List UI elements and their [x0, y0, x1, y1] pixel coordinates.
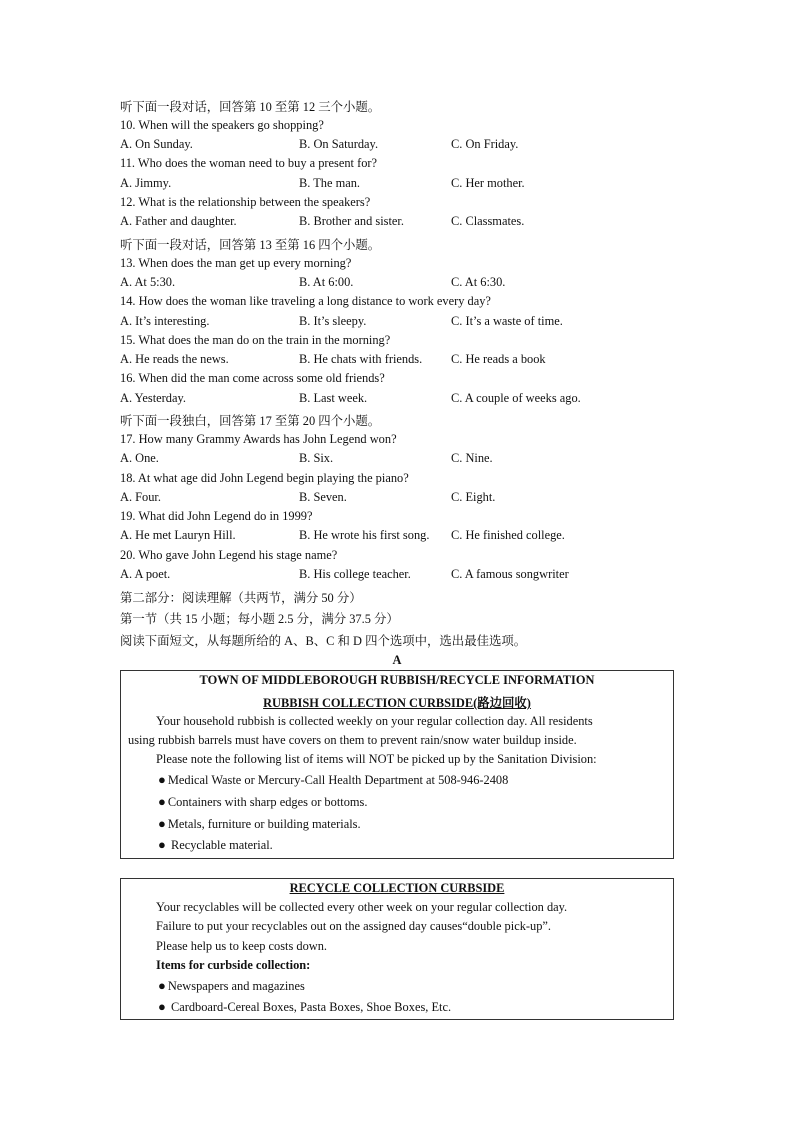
option-c: C. He reads a book [451, 352, 546, 366]
options-11 [120, 176, 680, 194]
option-a: A. He reads the news. [120, 352, 229, 366]
excluded-item-text: Recyclable material. [167, 838, 273, 852]
question-16: 16. When did the man come across some old friends? [120, 371, 385, 385]
collection-item-text: Newspapers and magazines [167, 979, 305, 993]
option-b: B. The man. [299, 176, 361, 190]
option-a: A. One. [120, 451, 159, 465]
items-heading: Items for curbside collection: [156, 958, 311, 972]
option-c: C. At 6:30. [451, 275, 506, 289]
option-b: B. On Saturday. [299, 137, 379, 151]
option-b: B. He chats with friends. [299, 352, 423, 366]
collection-item-text: Cardboard-Cereal Boxes, Pasta Boxes, Shoe Boxes, Etc. [167, 1000, 452, 1014]
option-a: A. On Sunday. [120, 137, 193, 151]
bullet-icon: ● [158, 837, 166, 852]
question-20: 20. Who gave John Legend his stage name? [120, 548, 338, 562]
rubbish-paragraph-line-2: using rubbish barrels must have covers on them to prevent rain/snow water buildup inside. [128, 733, 577, 747]
box-subtitle: RUBBISH COLLECTION CURBSIDE(路边回收) [263, 696, 531, 710]
question-12: 12. What is the relationship between the speakers? [120, 195, 371, 209]
options-20 [120, 567, 680, 585]
options-14 [120, 314, 680, 332]
option-c: C. A famous songwriter [451, 567, 569, 581]
excluded-item [158, 772, 508, 788]
recycle-line-1: Your recyclables will be collected every other week on your regular collection day. [156, 900, 568, 914]
excluded-item-text: Metals, furniture or building materials. [167, 817, 361, 831]
box-title: RECYCLE COLLECTION CURBSIDE [289, 881, 505, 895]
section-one-title: 第一节（共 15 小题；每小题 2.5 分，满分 37.5 分） [120, 612, 399, 626]
part-two-title: 第二部分：阅读理解（共两节，满分 50 分） [120, 591, 362, 605]
bullet-icon: ● [158, 999, 166, 1014]
question-13: 13. When does the man get up every morning? [120, 256, 352, 270]
bullet-icon: ● [158, 794, 166, 809]
excluded-item [158, 837, 273, 853]
excluded-item-text: Medical Waste or Mercury-Call Health Department at 508-946-2408 [167, 773, 509, 787]
rubbish-note: Please note the following list of items will NOT be picked up by the Sanitation Division: [156, 752, 597, 766]
excluded-item-text: Containers with sharp edges or bottoms. [167, 795, 368, 809]
option-b: B. Brother and sister. [299, 214, 404, 228]
rubbish-paragraph-line-1: Your household rubbish is collected weekly on your regular collection day. All residents [156, 714, 593, 728]
options-12 [120, 214, 680, 232]
question-15: 15. What does the man do on the train in the morning? [120, 333, 391, 347]
options-10 [120, 137, 680, 155]
question-14: 14. How does the woman like traveling a long distance to work every day? [120, 294, 491, 308]
options-19 [120, 528, 680, 546]
reading-instruction: 阅读下面短文，从每题所给的 A、B、C 和 D 四个选项中，选出最佳选项。 [120, 634, 527, 648]
bullet-icon: ● [158, 978, 166, 993]
recycle-line-3: Please help us to keep costs down. [156, 939, 328, 953]
question-10: 10. When will the speakers go shopping? [120, 118, 324, 132]
instruction-10-12: 听下面一段对话，回答第 10 至第 12 三个小题。 [120, 100, 381, 114]
option-c: C. Nine. [451, 451, 493, 465]
option-c: C. It’s a waste of time. [451, 314, 563, 328]
question-17: 17. How many Grammy Awards has John Legend won? [120, 432, 397, 446]
option-a: A. Four. [120, 490, 161, 504]
option-c: C. Her mother. [451, 176, 525, 190]
instruction-13-16: 听下面一段对话，回答第 13 至第 16 四个小题。 [120, 238, 381, 252]
options-13 [120, 275, 680, 293]
collection-item [158, 999, 451, 1015]
excluded-item [158, 816, 361, 832]
option-b: B. His college teacher. [299, 567, 411, 581]
recycle-info-box [120, 878, 674, 1020]
option-c: C. On Friday. [451, 137, 519, 151]
question-11: 11. Who does the woman need to buy a present for? [120, 156, 378, 170]
option-b: B. Six. [299, 451, 334, 465]
question-18: 18. At what age did John Legend begin playing the piano? [120, 471, 409, 485]
option-b: B. At 6:00. [299, 275, 354, 289]
option-a: A. He met Lauryn Hill. [120, 528, 236, 542]
question-19: 19. What did John Legend do in 1999? [120, 509, 313, 523]
option-b: B. It’s sleepy. [299, 314, 367, 328]
option-a: A. At 5:30. [120, 275, 176, 289]
option-a: A. It’s interesting. [120, 314, 210, 328]
option-c: C. Eight. [451, 490, 496, 504]
recycle-line-2: Failure to put your recyclables out on the assigned day causes“double pick-up”. [156, 919, 552, 933]
options-15 [120, 352, 680, 370]
option-c: C. Classmates. [451, 214, 525, 228]
bullet-icon: ● [158, 772, 166, 787]
passage-label: A [392, 653, 402, 667]
option-c: C. He finished college. [451, 528, 565, 542]
instruction-17-20: 听下面一段独白，回答第 17 至第 20 四个小题。 [120, 414, 381, 428]
option-a: A. Jimmy. [120, 176, 172, 190]
option-b: B. He wrote his first song. [299, 528, 430, 542]
rubbish-info-box [120, 670, 674, 859]
options-17 [120, 451, 680, 469]
options-16 [120, 391, 680, 409]
excluded-item [158, 794, 367, 810]
collection-item [158, 978, 305, 994]
option-b: B. Seven. [299, 490, 347, 504]
bullet-icon: ● [158, 816, 166, 831]
option-b: B. Last week. [299, 391, 368, 405]
option-a: A. Yesterday. [120, 391, 186, 405]
options-18 [120, 490, 680, 508]
option-a: A. Father and daughter. [120, 214, 237, 228]
option-c: C. A couple of weeks ago. [451, 391, 581, 405]
box-title: TOWN OF MIDDLEBOROUGH RUBBISH/RECYCLE INFORMATION [199, 673, 595, 687]
option-a: A. A poet. [120, 567, 171, 581]
